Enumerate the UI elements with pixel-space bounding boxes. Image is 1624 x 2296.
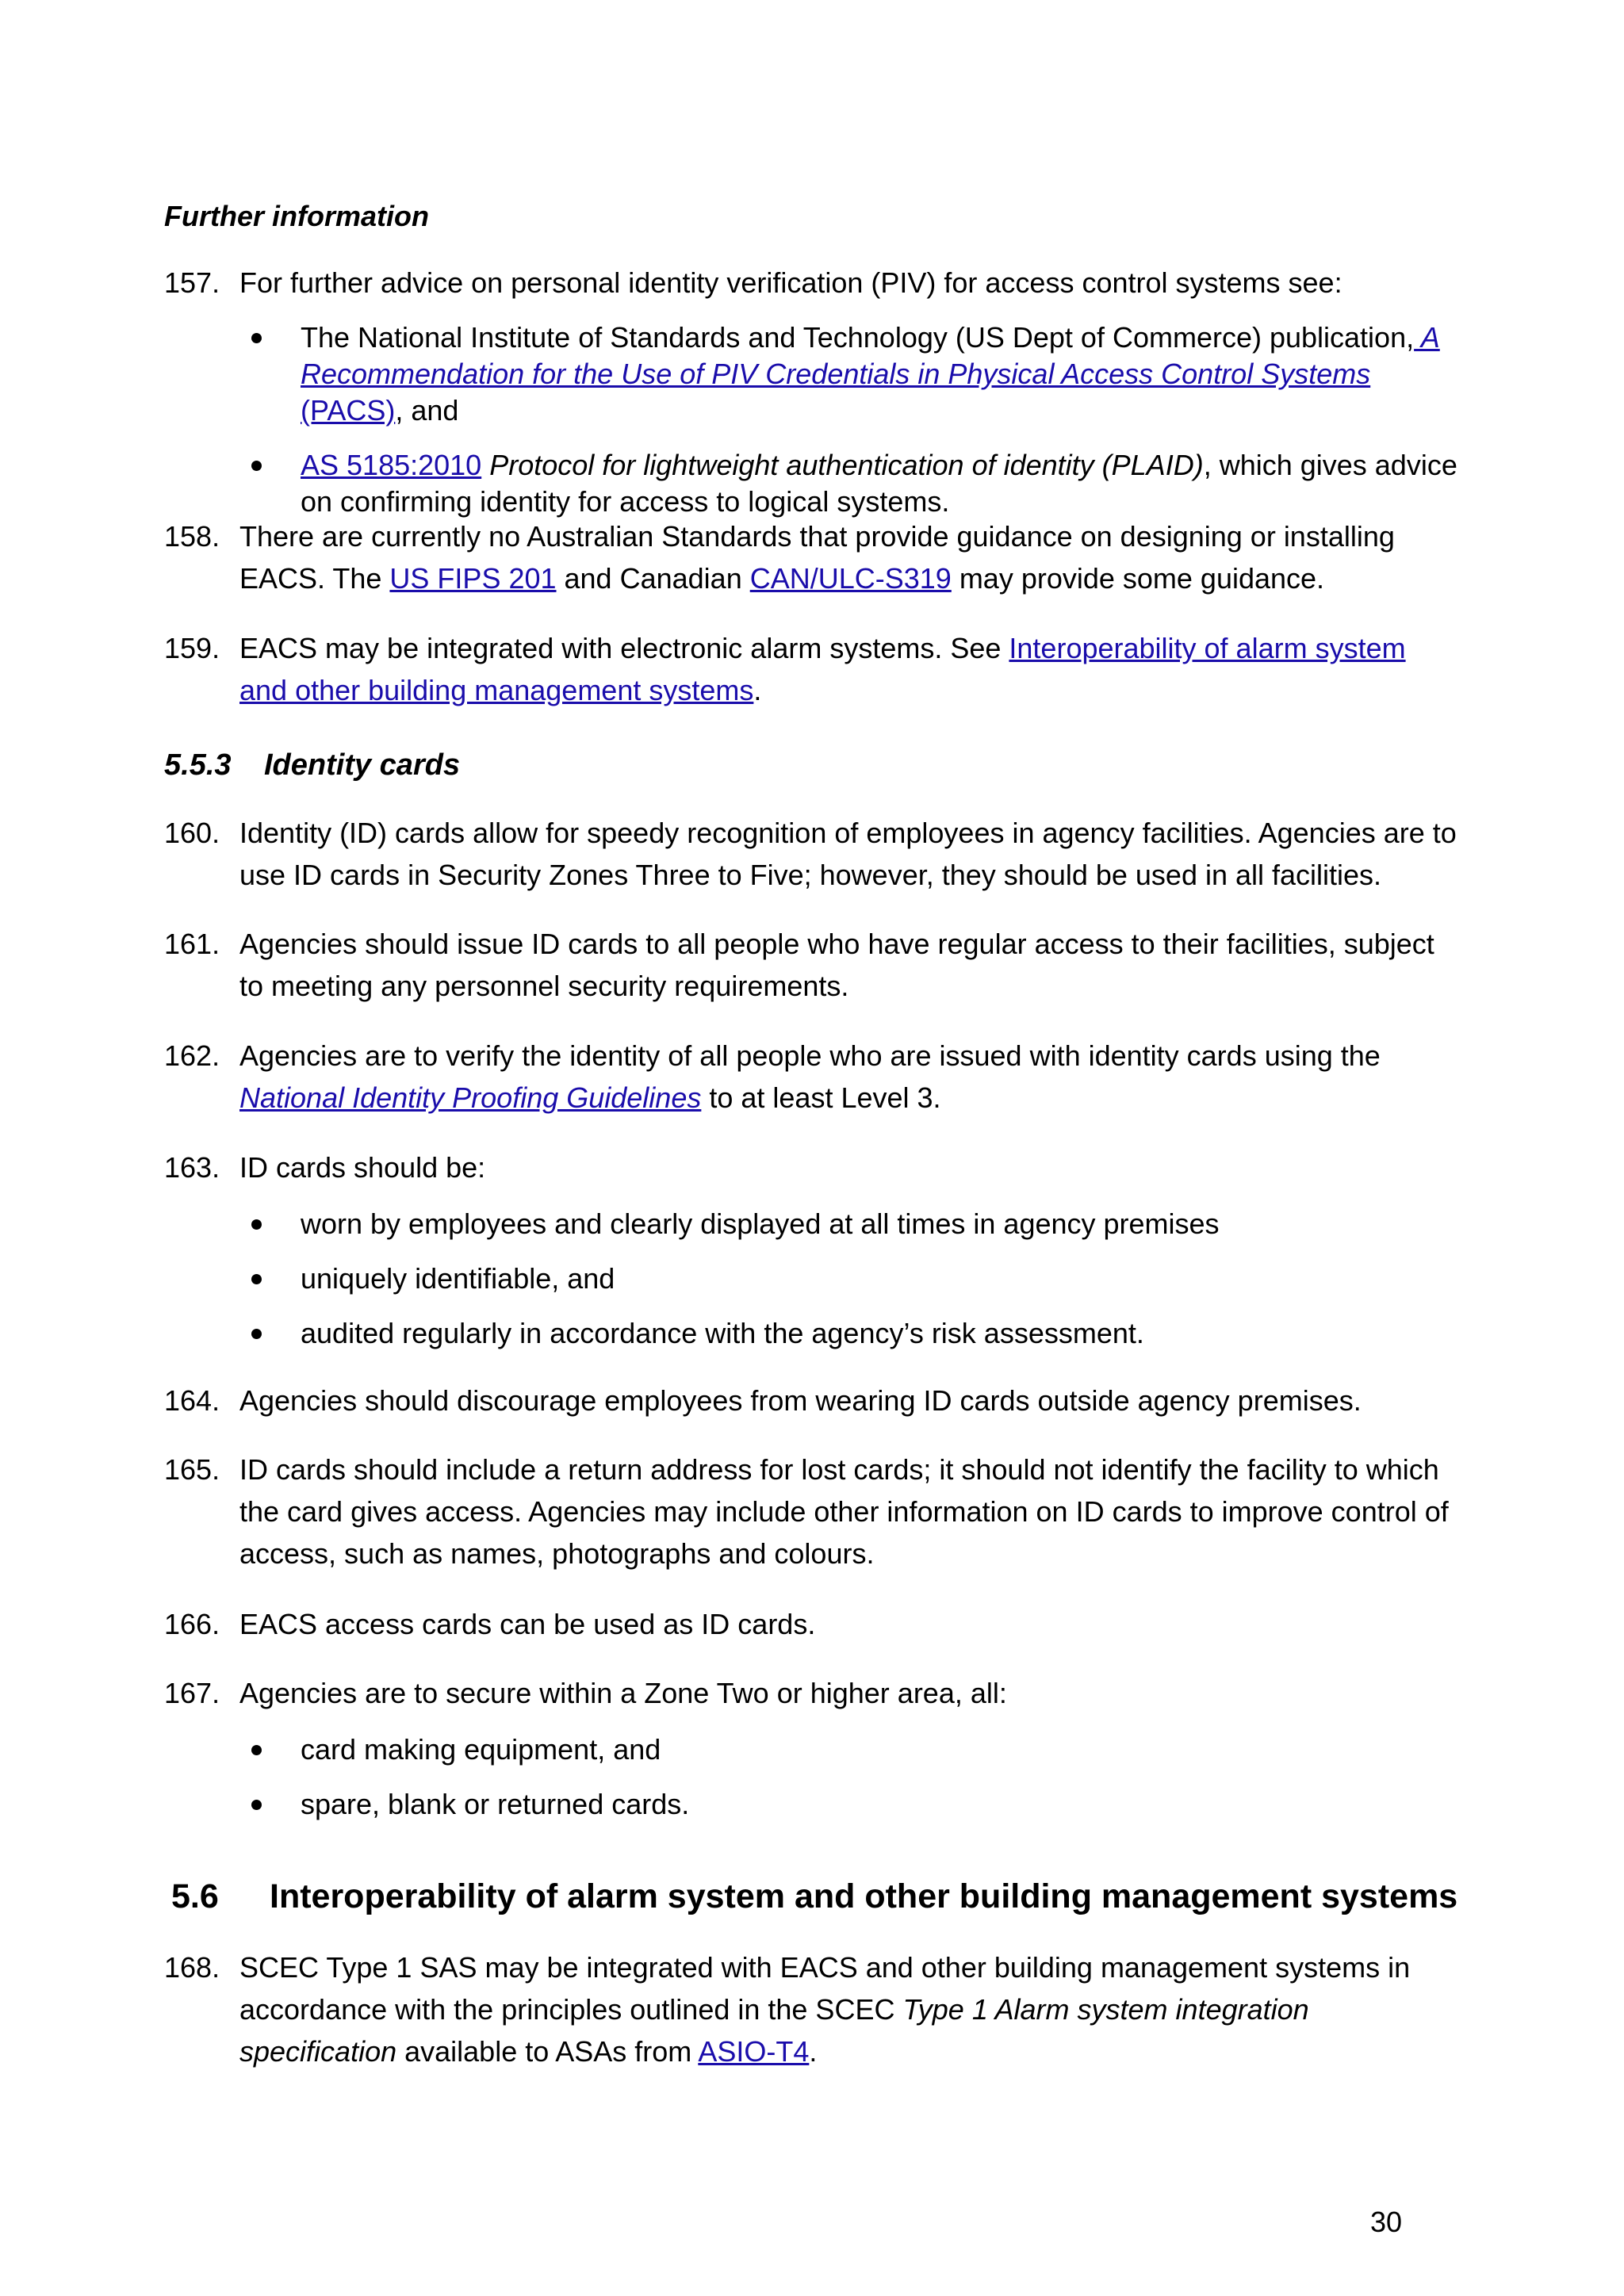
paragraph-number: 168.	[164, 1951, 220, 1984]
paragraph-number: 159.	[164, 632, 220, 664]
paragraph-text: ID cards should include a return address for lost cards; it should not identify the facility to which the card gives access. Agencies may include other information on ID cards to improve control of access, such as names, photographs and colours.	[239, 1453, 1449, 1570]
bullet-text: spare, blank or returned cards.	[301, 1788, 690, 1820]
pacs-link[interactable]: (PACS)	[301, 394, 396, 427]
paragraph-number: 163.	[164, 1151, 220, 1184]
section-number: 5.5.3	[164, 748, 232, 782]
bullet-text: worn by employees and clearly displayed at all times in agency premises	[301, 1207, 1220, 1240]
paragraph-number: 162.	[164, 1039, 220, 1072]
bullet-icon	[251, 333, 262, 343]
paragraph-number: 160.	[164, 817, 220, 849]
paragraph-164	[0, 1380, 1624, 1422]
bullet-icon	[251, 1219, 262, 1230]
paragraph-160	[0, 812, 1624, 896]
list-item	[239, 1732, 1461, 1768]
bullet-icon	[251, 461, 262, 471]
paragraph-163	[0, 1146, 1624, 1352]
bullet-text: uniquely identifiable, and	[301, 1262, 615, 1295]
list-item	[239, 1786, 1461, 1823]
paragraph-text: Identity (ID) cards allow for speedy recognition of employees in agency facilities. Agencies are to use ID cards in Security Zones Three to Five; however, they should be used in all facilities.	[239, 817, 1457, 891]
paragraph-number: 167.	[164, 1677, 220, 1709]
bullet-icon	[251, 1800, 262, 1810]
section-title: Identity cards	[264, 748, 461, 782]
paragraph-158	[0, 515, 1624, 599]
list-item	[239, 447, 1461, 520]
page-number: 30	[1370, 2206, 1403, 2238]
paragraph-165	[0, 1448, 1624, 1575]
paragraph-text: ID cards should be:	[239, 1151, 486, 1184]
paragraph-text: There are currently no Australian Standards that provide guidance on designing or installing EACS. The US FIPS 201 and Canadian CAN/ULC-S319 may provide some guidance.	[239, 520, 1395, 595]
piv-recommendation-link[interactable]: A Recommendation for the Use of PIV Credentials in Physical Access Control Systems	[301, 321, 1440, 390]
paragraph-number: 157.	[164, 266, 220, 299]
paragraph-text: EACS may be integrated with electronic alarm systems. See Interoperability of alarm system and other building management systems.	[239, 632, 1406, 706]
bullet-text: audited regularly in accordance with the agency’s risk assessment.	[301, 1317, 1144, 1349]
section-heading-5-5-3	[164, 748, 460, 783]
bullet-text: The National Institute of Standards and Technology (US Dept of Commerce) publication,	[301, 321, 1415, 354]
list-item	[239, 320, 1461, 429]
interoperability-link[interactable]: Interoperability of alarm system and other building management systems	[239, 632, 1406, 706]
paragraph-162	[0, 1035, 1624, 1119]
section-heading-5-6	[171, 1877, 1457, 1916]
paragraph-number: 164.	[164, 1384, 220, 1417]
specification-title: Type 1 Alarm system integration specification	[239, 1993, 1309, 2068]
list-item	[239, 1206, 1461, 1242]
paragraph-168	[0, 1946, 1624, 2072]
paragraph-text: SCEC Type 1 SAS may be integrated with EACS and other building management systems in accordance with the principles outlined in the SCEC Type 1 Alarm system integration specification available to ASAs from ASIO-T4.	[239, 1951, 1411, 2068]
bullet-icon	[251, 1329, 262, 1339]
paragraph-number: 166.	[164, 1608, 220, 1640]
further-information-heading: Further information	[164, 200, 429, 232]
paragraph-text: Agencies should issue ID cards to all people who have regular access to their facilities, subject to meeting any personnel security requirements.	[239, 928, 1434, 1002]
list-item	[239, 1261, 1461, 1297]
bullet-icon	[251, 1745, 262, 1755]
paragraph-159	[0, 627, 1624, 711]
paragraph-number: 158.	[164, 520, 220, 553]
paragraph-text: For further advice on personal identity verification (PIV) for access control systems see:	[239, 266, 1342, 299]
paragraph-number: 161.	[164, 928, 220, 960]
paragraph-166	[0, 1603, 1624, 1645]
paragraph-text: Agencies are to secure within a Zone Two or higher area, all:	[239, 1677, 1007, 1709]
as5185-link[interactable]: AS 5185:2010	[301, 449, 482, 481]
paragraph-number: 165.	[164, 1453, 220, 1486]
bullet-text: card making equipment, and	[301, 1733, 661, 1766]
can-ulc-s319-link[interactable]: CAN/ULC-S319	[749, 562, 952, 595]
paragraph-text: EACS access cards can be used as ID cards.	[239, 1608, 816, 1640]
paragraph-text: Agencies are to verify the identity of all people who are issued with identity cards using the National Identity Proofing Guidelines to at least Level 3.	[239, 1039, 1381, 1114]
asio-t4-link[interactable]: ASIO-T4	[698, 2035, 810, 2068]
bullet-text: , which gives advice on confirming identity for access to logical systems.	[301, 449, 1457, 518]
national-identity-proofing-link[interactable]: National Identity Proofing Guidelines	[239, 1081, 702, 1114]
paragraph-157	[0, 262, 1624, 520]
bullet-italic-text: Protocol for lightweight authentication of identity (PLAID)	[481, 449, 1204, 481]
paragraph-167	[0, 1672, 1624, 1823]
section-title: Interoperability of alarm system and other building management systems	[270, 1877, 1458, 1915]
us-fips-201-link[interactable]: US FIPS 201	[389, 562, 557, 595]
list-item	[239, 1315, 1461, 1352]
bullet-text: , and	[395, 394, 459, 427]
bullet-icon	[251, 1274, 262, 1284]
section-number: 5.6	[171, 1877, 219, 1915]
paragraph-text: Agencies should discourage employees from wearing ID cards outside agency premises.	[239, 1384, 1362, 1417]
paragraph-161	[0, 923, 1624, 1007]
